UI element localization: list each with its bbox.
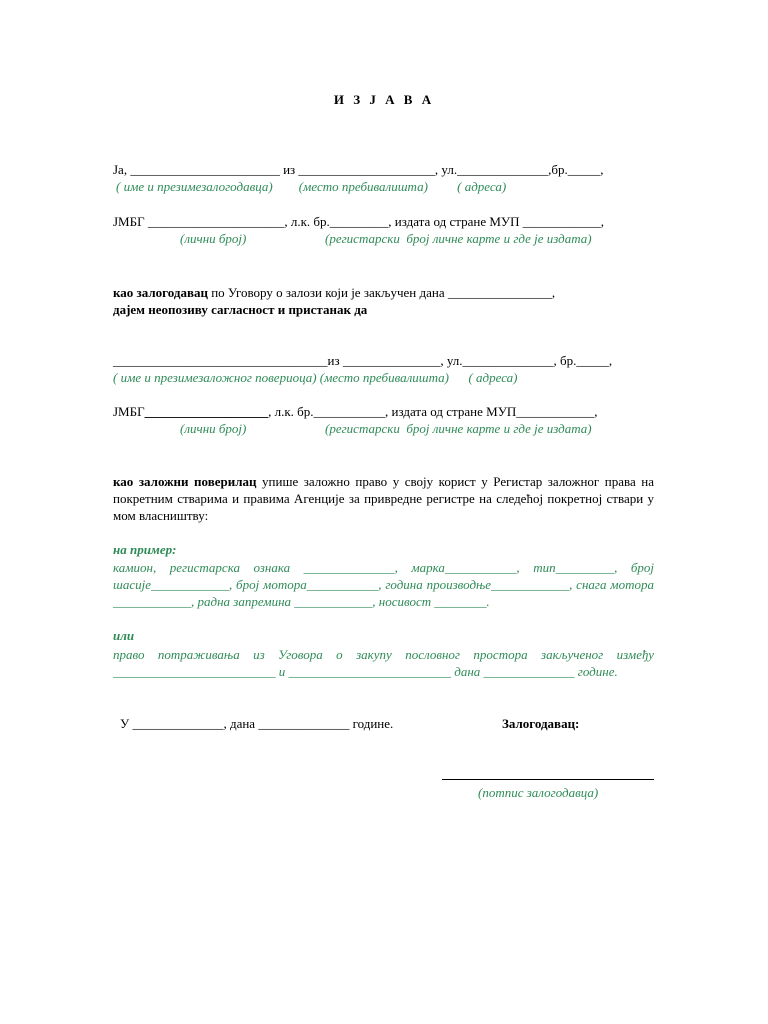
registration-role: као заложни поверилац [113,474,257,489]
creditor-jmbg-label: ЈМБГ [113,404,145,419]
consent-role: као залогодавац [113,285,208,300]
creditor-identity-line: _________________________________из _______________, ул.______________, бр._____, [113,353,613,368]
document-title: И З Ј А В А [333,92,435,107]
example-label: на пример: [113,542,177,557]
signer-label: Залогодавац: [502,716,580,731]
place-date-line: У ______________, дана ______________ године. [120,716,394,731]
consent-text: по Уговору о залози који је закључен дана ________________, [207,285,556,300]
signature-hint: (потпис залогодавца) [478,785,599,800]
pledgor-identity-hint: ( име и презимезалогодавца) (место пребивалишта) ( адреса) [116,179,507,194]
registration-paragraph [113,473,654,524]
consent-paragraph [113,284,654,301]
pledgor-id-card-hint: (регистарски број личне карте и где је издата) [325,231,592,246]
pledgor-id-line: ЈМБГ _____________________, л.к. бр._________, издата од стране МУП ____________, [113,214,605,229]
pledgor-personal-number-hint: (лични број) [180,231,247,246]
pledgor-identity-line: Ја, _______________________ из _____________________, ул.______________,бр._____, [113,162,604,177]
creditor-id-line [113,404,598,420]
creditor-identity-hint: ( име и презимезаложног повериоца) (место пребивалишта) ( адреса) [113,370,518,385]
or-label: или [113,628,135,643]
creditor-id-rest: , л.к. бр.___________, издата од стране МУП____________, [268,404,598,419]
example-text-2: право потраживања из Уговора о закупу пословног простора закљученог између _________________________ и _________________________ дана ______________ године. [113,647,654,679]
creditor-personal-number-hint: (лични број) [180,421,247,436]
creditor-id-card-hint: (регистарски број личне карте и где је издата) [325,421,592,436]
signature-line [442,779,654,780]
creditor-jmbg-blank: ___________________ [144,404,269,419]
consent-statement: дајем неопозиву сагласност и пристанак да [113,302,368,317]
example-text: камион, регистарска ознака ______________, марка___________, тип_________, број шасије____________, број мотора___________, година производње____________, снага мотора ____________, радна запремина ____________, носивост ________. [113,560,654,609]
registration-text: упише заложно право у своју корист у Регистар заложног права на покретним стварима и правима Агенције за привредне регистре на следећој покретној ствари у мом власништву: [113,474,654,523]
